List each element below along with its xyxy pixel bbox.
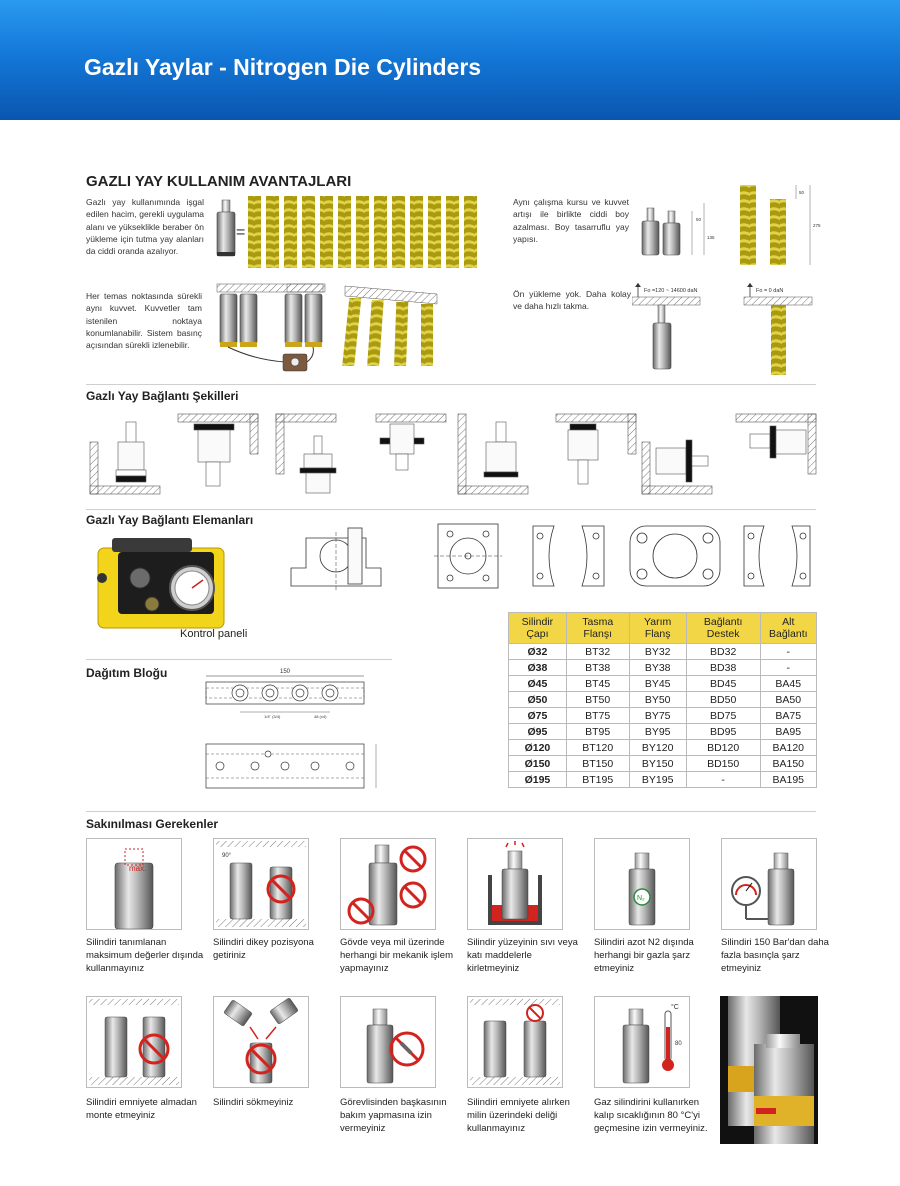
distribution-block-drawing [200,662,390,802]
table-cell: Ø38 [509,660,567,676]
warning-caption-6: Silindiri 150 Bar'dan daha fazla basınçla şarz etmeyiniz [721,937,829,974]
force-label-2: Fo = 0 daN [756,288,784,294]
table-row [509,772,817,788]
divider [86,811,816,812]
table-cell: BT38 [566,660,629,676]
table-header: Alt Bağlantı [760,613,816,644]
table-cell: BT75 [566,708,629,724]
table-cell: BT50 [566,692,629,708]
table-cell: BA75 [760,708,816,724]
table-cell: BT32 [566,644,629,660]
warning-caption-4: Silindir yüzeyinin sıvı veya katı maddelerle kirletmeyiniz [467,937,578,974]
table-cell: BA50 [760,692,816,708]
table-cell: BY75 [629,708,686,724]
table-row [509,724,817,740]
table-cell: BD75 [686,708,760,724]
table-cell: BT95 [566,724,629,740]
table-cell: BY150 [629,756,686,772]
table-cell: BY32 [629,644,686,660]
table-cell: BD150 [686,756,760,772]
constant-force-diagram [215,282,505,374]
dim-label-4: 275 [813,223,821,228]
table-cell: Ø32 [509,644,567,660]
warnings-title: Sakınılması Gerekenler [86,817,219,831]
advantage-text-1: Gazlı yay kullanımında işgal edilen hacim, gerekli uygulama alanı ve yükseklikle beraber ön yükleme için tutma yay alanları da ciddi oranda azalıyor. [86,197,204,257]
warning-image-nitrogen [594,838,690,930]
divider [86,659,392,660]
warning-image-rod-hole [467,996,563,1088]
n2-label: N₂ [637,895,645,902]
cylinder-vs-springs-diagram [215,192,490,272]
table-cell: BY120 [629,740,686,756]
table-row [509,660,817,676]
table-cell: BD32 [686,644,760,660]
table-row [509,644,817,660]
table-row [509,692,817,708]
table-cell: Ø50 [509,692,567,708]
table-header: Tasma Flanşı [566,613,629,644]
table-cell: Ø195 [509,772,567,788]
table-row [509,676,817,692]
table-header: Bağlantı Destek [686,613,760,644]
control-panel-image [90,536,230,636]
warning-image-no-machining [340,838,436,930]
dim-label-1: 50 [696,217,702,222]
table-cell: BY50 [629,692,686,708]
control-panel-caption: Kontrol paneli [180,628,248,640]
preload-diagram [632,283,822,378]
table-cell: BD45 [686,676,760,692]
elements-title: Gazlı Yay Bağlantı Elemanları [86,513,254,527]
table-cell: BD95 [686,724,760,740]
table-row [509,740,817,756]
force-label-1: Fo =120 ~ 14600 daN [644,288,698,294]
height-comparison-diagram [640,183,825,268]
warning-caption-10: Silindiri emniyete alırken milin üzerindeki deliği kullanmayınız [467,1097,570,1134]
divider [86,509,816,510]
advantage-text-3: Her temas noktasında sürekli aynı kuvvet. Kuvvetler tam istenilen noktaya konumlanabilir. Sistem basınç açısından sürekli izlenebilir. [86,291,202,351]
advantage-text-4: Ön yükleme yok. Daha kolay ve daha hızlı takma. [513,289,631,312]
block-title: Dağıtım Bloğu [86,666,168,680]
table-cell: Ø75 [509,708,567,724]
divider [86,384,816,385]
warning-caption-1: Silindiri tanımlanan maksimum değerler dışında kullanmayınız [86,937,204,974]
header-banner [0,0,900,120]
table-cell: - [760,660,816,676]
table-cell: BT45 [566,676,629,692]
warning-caption-9: Görevlisinden başkasının bakım yapmasına izin vermeyiniz [340,1097,447,1134]
table-cell: Ø150 [509,756,567,772]
table-cell: BA195 [760,772,816,788]
table-cell: BT195 [566,772,629,788]
advantages-title: GAZLI YAY KULLANIM AVANTAJLARI [86,173,352,190]
warning-caption-5: Silindiri azot N2 dışında herhangi bir gazla şarz etmeyiniz [594,937,694,974]
warning-image-contamination [467,838,563,930]
warning-image-secure-mount [86,996,182,1088]
table-cell: BY38 [629,660,686,676]
warning-caption-8: Silindiri sökmeyiniz [213,1097,294,1108]
table-row [509,756,817,772]
table-cell: BD38 [686,660,760,676]
table-cell: BD120 [686,740,760,756]
warning-image-max-values [86,838,182,930]
table-row [509,708,817,724]
dim-label-2: 135 [707,235,715,240]
page-title: Gazlı Yaylar - Nitrogen Die Cylinders [84,54,482,80]
table-cell: BD50 [686,692,760,708]
warning-caption-2: Silindiri dikey pozisyona getiriniz [213,937,314,961]
connection-elements-drawings [286,518,816,600]
table-cell: BA150 [760,756,816,772]
max-label: max. [129,864,147,873]
table-cell: BT120 [566,740,629,756]
warning-caption-11: Gaz silindirini kullanırken kalıp sıcaklığının 80 °C'yi geçmesine izin vermeyiniz. [594,1097,708,1134]
block-dim-b: 48 (x4) [314,714,327,719]
table-header: Silindir Çapı [509,613,567,644]
advantage-text-2: Aynı çalışma kursu ve kuvvet artışı ile birlikte ciddi boy azalması. Boy tasarruflu yay yapısı. [513,197,629,244]
connection-elements-table [508,612,817,788]
table-cell: BY45 [629,676,686,692]
table-cell: BT150 [566,756,629,772]
warning-image-pressure [721,838,817,930]
warning-image-temperature [594,996,690,1088]
block-dim-top: 150 [280,669,291,675]
table-cell: BA95 [760,724,816,740]
warning-image-vertical [213,838,309,930]
warning-image-disassemble [213,996,309,1088]
table-header-row [509,613,817,644]
table-cell: BY95 [629,724,686,740]
temp-unit: °C [671,1004,679,1011]
dim-label-3: 50 [799,190,805,195]
warning-caption-7: Silindiri emniyete almadan monte etmeyiniz [86,1097,197,1121]
spring-row [248,196,477,268]
temp-value: 80 [675,1041,682,1047]
equals-sign: = [236,224,246,241]
block-dim-a: 1/4" (3/4) [264,714,281,719]
table-cell: Ø95 [509,724,567,740]
mounting-styles-diagram [86,412,821,497]
nitrogen-cylinder-photo [720,996,818,1144]
table-cell: Ø120 [509,740,567,756]
table-cell: - [760,644,816,660]
table-header: Yarım Flanş [629,613,686,644]
table-cell: BY195 [629,772,686,788]
mounting-title: Gazlı Yay Bağlantı Şekilleri [86,389,239,403]
table-cell: BA45 [760,676,816,692]
warning-image-authorized-maintenance [340,996,436,1088]
angle-label: 90° [222,853,232,859]
table-cell: - [686,772,760,788]
table-cell: Ø45 [509,676,567,692]
table-cell: BA120 [760,740,816,756]
warning-caption-3: Gövde veya mil üzerinde herhangi bir mekanik işlem yapmayınız [340,937,453,974]
